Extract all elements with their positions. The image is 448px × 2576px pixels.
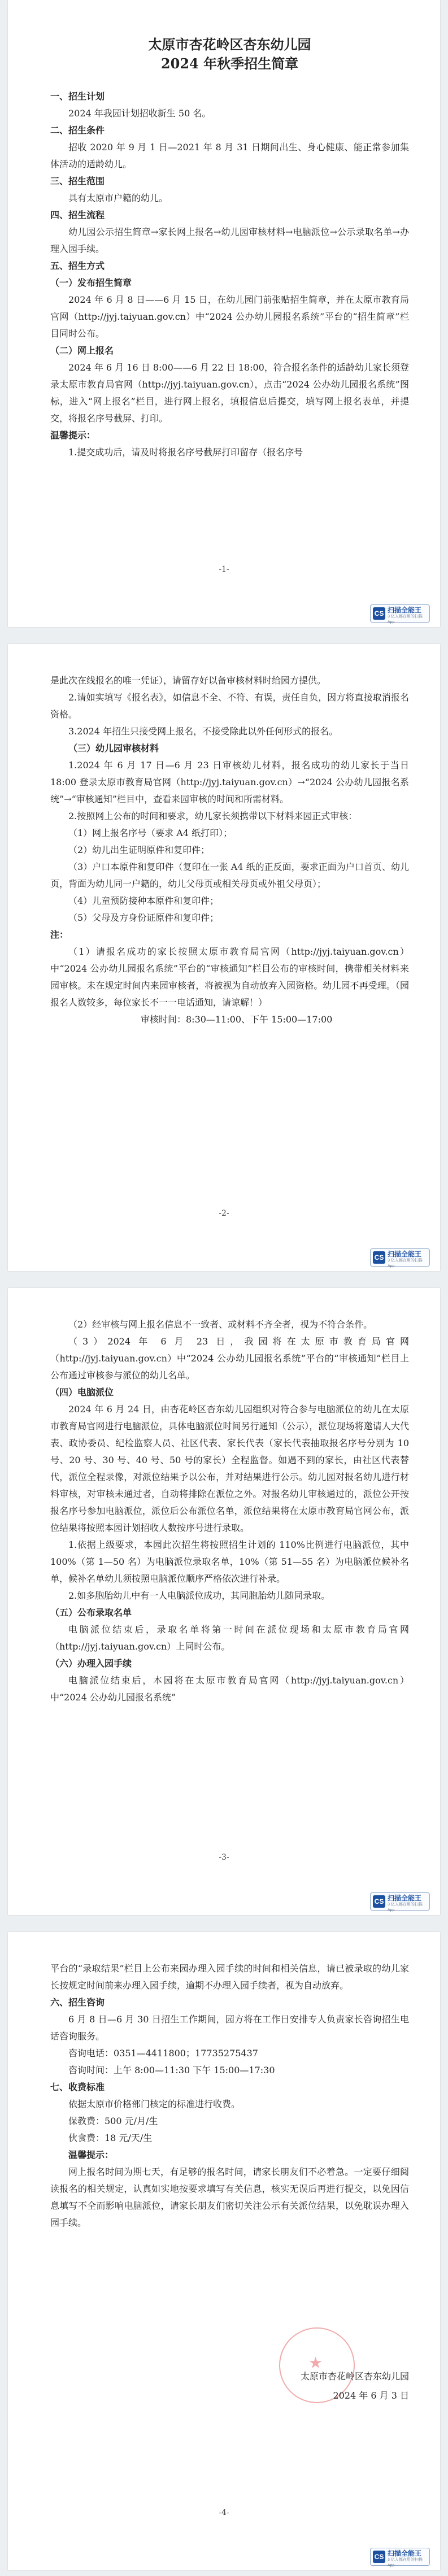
watermark-sub: 3 亿人都在用的扫描App [388,1903,423,1912]
paragraph: （1）请报名成功的家长按照太原市教育局官网（http://jyj.taiyuan.gov.cn）中“2024 公办幼儿园报名系统”平台的“审核通知”栏目公布的审核时间，携带相关材料来园审核。未在规定时间内来园审核者，将被视为自动放弃入园资格。幼儿园不再受理。（园报名人数较多，每位家长不一一电话通知，请谅解！） [50,946,409,1008]
signature-date: 2024 年 6 月 3 日 [333,2390,409,2401]
fee-item: 保教费：500 元/月/生 [68,2116,158,2126]
subsection-heading: （二）网上报名 [50,345,114,356]
paragraph: 2024 年 6 月 8 日——6 月 15 日，在幼儿园门前张贴招生简章，并在太原市教育局官网（http://jyj.taiyuan.gov.cn）中“2024 公办幼儿园报名系统”平台的“招生简章”栏目同时公布。 [50,294,409,339]
paragraph: 电脑派位结束后，本园将在太原市教育局官网（http://jyj.taiyuan.gov.cn）中“2024 公办幼儿园报名系统” [50,1675,409,1703]
paragraph: 6 月 8 日—6 月 30 日招生工作期间，园方将在工作日安排专人负责家长咨询招生电话咨询服务。 [50,2014,409,2042]
paragraph: 幼儿园公示招生简章→家长网上报名→幼儿园审核材料→电脑派位→公示录取名单→办理入园手续。 [50,227,409,254]
document-page-1 [8,0,440,627]
material-item: （4）儿童预防接种本原件和复印件； [68,895,219,906]
consult-time: 咨询时间：上午 8:00—11:30 下午 15:00—17:30 [68,2065,275,2075]
paragraph: 1.提交成功后，请及时将报名序号截屏打印留存（报名序号 [68,447,303,458]
paragraph: 2.请如实填写《报名表》，如信息不全、不符、有误，责任自负，因方将直接取消报名资格。 [50,692,409,720]
watermark-sub: 3 亿人都在用的扫描App [388,1259,423,1268]
scanner-logo-icon: CS [373,607,385,620]
scanner-logo-icon: CS [373,1251,385,1264]
signature-name: 太原市杏花岭区杏东幼儿园 [300,2371,409,2382]
subsection-heading: （四）电脑派位 [50,1387,114,1398]
subsection-heading: （六）办理入园手续 [50,1658,132,1669]
subsection-heading: （五）公布录取名单 [50,1607,132,1618]
reminder-heading: 温馨提示： [50,430,96,441]
section-heading: 六、招生咨询 [50,1997,105,2008]
reminder-heading: 温馨提示： [68,2149,114,2160]
paragraph: 平台的“录取结果”栏目上公布来园办理入园手续的时间和相关信息，请已被录取的幼儿家长按规定时间前来办理入园手续，逾期不办理入园手续者，视为自动放弃。 [50,1963,409,1991]
scanner-watermark [370,604,430,623]
scanner-watermark [370,1892,430,1911]
scanner-logo-icon: CS [373,1895,385,1908]
paragraph: 网上报名时间为期七天，有足够的报名时间，请家长朋友们不必着急。一定要仔细阅读报名的相关规定，认真如实地按要求填写有关信息，核实无误后再进行提交，以免因信息填写不全而影响电脑派位，请家长朋友们密切关注公示有关派位结果，以免耽误办理入园手续。 [50,2166,409,2228]
document-title-line1: 太原市杏花岭区杏东幼儿园 [148,36,311,53]
scanner-watermark [370,1248,430,1267]
paragraph: （3）2024 年 6 月 23 日，我园将在太原市教育局官网（http://jyj.taiyuan.gov.cn）中“2024 公办幼儿园报名系统”平台的“审核通知”栏目上公布通过审核参与派位的幼儿名单。 [50,1336,409,1381]
paragraph: 2.按照网上公布的时间和要求，幼儿家长须携带以下材料来园正式审核： [68,811,358,821]
section-heading: 四、招生流程 [50,210,105,220]
paragraph: 电脑派位结束后，录取名单将第一时间在派位现场和太原市教育局官网（http://jyj.taiyuan.gov.cn）上同时公布。 [50,1624,409,1652]
section-heading: 二、招生条件 [50,125,105,136]
paragraph: （2）经审核与网上报名信息不一致者、或材料不齐全者，视为不符合条件。 [68,1319,373,1330]
seal-star-icon: ★ [308,2353,323,2372]
page-number: -4- [219,2508,229,2517]
document-title-line2: 2024 年秋季招生简章 [160,55,299,72]
paragraph: 依据太原市价格部门核定的标准进行收费。 [68,2099,241,2109]
document-page-3 [8,1288,440,1915]
fee-item: 伙食费：18 元/天/生 [68,2133,153,2143]
material-item: （1）网上报名序号（要求 A4 纸打印）； [68,828,233,838]
document-page-4 [8,1932,440,2570]
page-number: -1- [219,565,229,574]
section-heading: 七、收费标准 [50,2082,105,2092]
watermark-name: 扫描全能王 [388,1894,422,1902]
watermark-sub: 3 亿人都在用的扫描App [388,2558,423,2568]
material-item: （5）父母及方身份证原件和复印件； [68,912,219,923]
paragraph: 2024 年我园计划招收新生 50 名。 [68,108,211,119]
material-item: （3）户口本原件和复印件（复印在一张 A4 纸的正反面，要求正面为户口首页、幼儿页，背面为幼儿同一户籍的，幼儿父母页或相关母页或外祖父母页）； [50,861,409,889]
page-number: -3- [219,1853,229,1862]
document-page-2 [8,644,440,1271]
paragraph: 是此次在线报名的唯一凭证），请留存好以备审核材料时给园方提供。 [50,675,327,686]
paragraph: 1.依据上级要求，本园此次招生将按照招生计划的 110%比例进行电脑派位，其中 100%（第 1—50 名）为电脑派位录取名单，10%（第 51—55 名）为电脑派位候补名单，候补名单幼儿须按照电脑派位顺序严格依次进行补录。 [50,1539,409,1584]
paragraph: 具有太原市户籍的幼儿。 [68,193,168,203]
section-heading: 一、招生计划 [50,91,105,102]
consult-phone: 咨询电话：0351—4411800；17735275437 [68,2048,258,2059]
watermark-name: 扫描全能王 [388,2549,422,2557]
paragraph: 2024 年 6 月 24 日，由杏花岭区杏东幼儿园组织对符合参与电脑派位的幼儿在太原市教育局官网进行电脑派位，具体电脑派位时间另行通知（公示），派位现场将邀请人大代表、政协委员、纪检监察人员、社区代表、家长代表（家长代表抽取报名序号分别为 10 号、20 号、30 号、40 号、50 号的家长）全程监督。如遇不到的家长，由社区代表替代，派位全程录像，对派位结果予以公布，并对结果进行公示。幼儿园对报名幼儿进行材料审核，对审核未通过者，自动将排除在派位之外。对报名幼儿审核通过的，派位公开按报名序号参加电脑派位，派位后公布派位名单，派位结果将在太原市教育局官网公布，派位结果将按照本园计划招收人数按序号进行录取。 [50,1404,409,1533]
paragraph: 2.如多胞胎幼儿中有一人电脑派位成功，其同胞胎幼儿随同录取。 [68,1590,330,1601]
watermark-sub: 3 亿人都在用的扫描App [388,615,423,624]
scanner-logo-icon: CS [373,2551,385,2563]
watermark-name: 扫描全能王 [388,606,422,614]
paragraph: 1.2024 年 6 月 17 日—6 月 23 日审核幼儿材料，报名成功的幼儿家长于当日 18:00 登录太原市教育局官网（http://jyj.taiyuan.gov.cn）→“2024 公办幼儿园报名系统”→“审核通知”栏目中，查看来园审核的时间和所需材料。 [50,760,409,804]
signature-block [301,2367,409,2405]
note-heading: 注： [50,929,69,940]
page-number: -2- [219,1209,229,1218]
watermark-name: 扫描全能王 [388,1250,422,1258]
material-item: （2）幼儿出生证明原件和复印件； [68,845,210,855]
section-heading: 五、招生方式 [50,260,105,271]
paragraph: 3.2024 年招生只接受网上报名，不接受除此以外任何形式的报名。 [68,726,338,737]
paragraph: 2024 年 6 月 16 日 8:00——6 月 22 日 18:00，符合报名条件的适龄幼儿家长须登录太原市教育局官网（http://jyj.taiyuan.gov.cn），点击“2024 公办幼儿园报名系统”图标，进入“网上报名”栏目，进行网上报名，填报信息后提交，填写网上报名表单，并提交，将报名序号截屏、打印。 [50,362,409,424]
review-time: 审核时间：8:30—11:00、下午 15:00—17:00 [141,1014,333,1025]
subsection-heading: （三）幼儿园审核材料 [68,743,159,754]
scanner-watermark [370,2548,430,2566]
subsection-heading: （一）发布招生简章 [50,277,132,288]
paragraph: 招收 2020 年 9 月 1 日—2021 年 8 月 31 日期间出生、身心健康、能正常参加集体活动的适龄幼儿。 [50,142,409,169]
section-heading: 三、招生范围 [50,176,105,186]
